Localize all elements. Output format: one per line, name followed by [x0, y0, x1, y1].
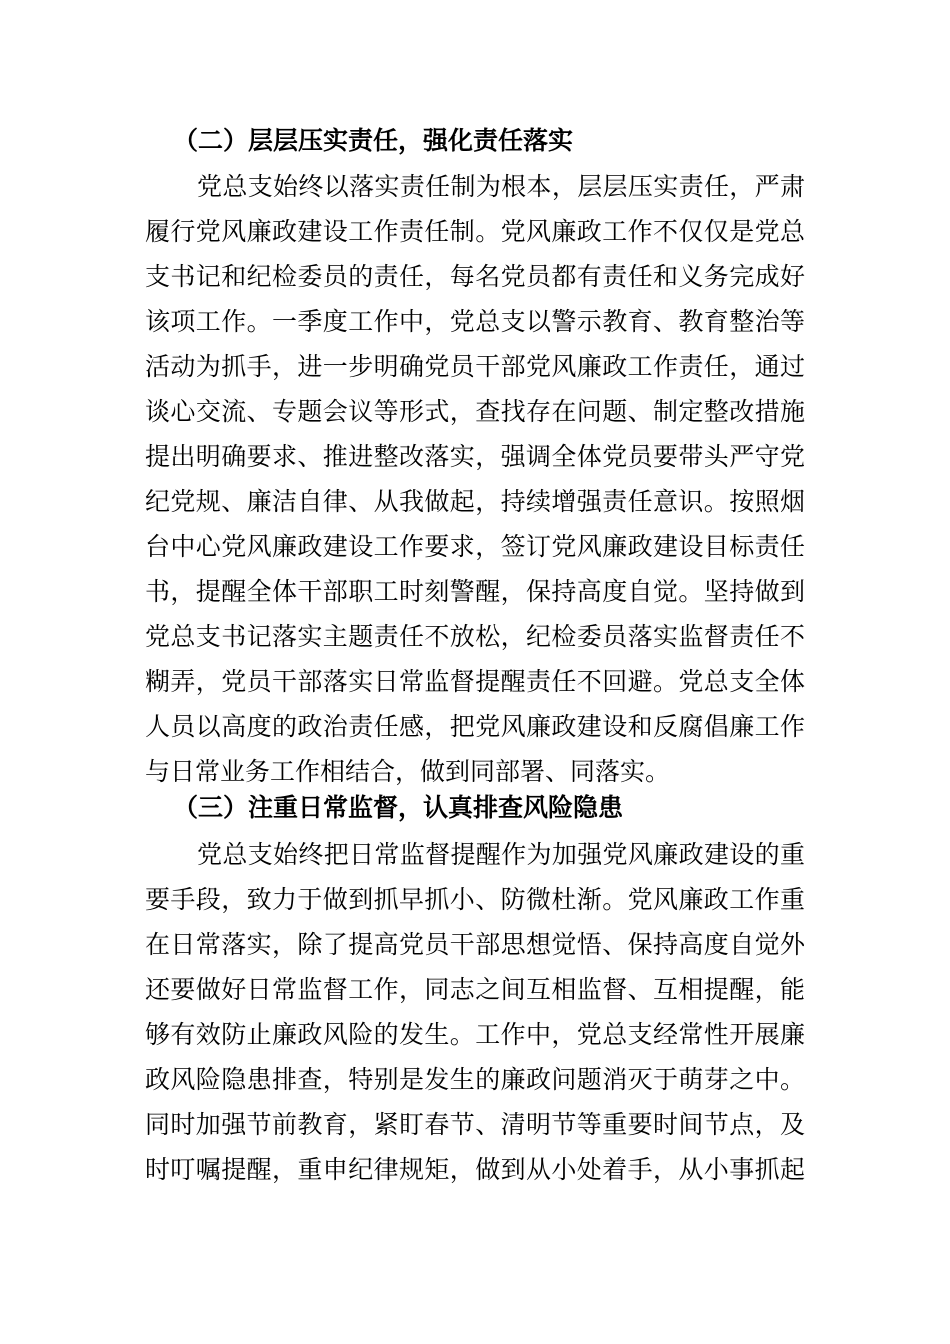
section-heading-2: （二）层层压实责任，强化责任落实 [173, 126, 574, 155]
paragraph-line: 支书记和纪检委员的责任，每名党员都有责任和义务完成好 [145, 262, 805, 291]
paragraph-line: 书，提醒全体干部职工时刻警醒，保持高度自觉。坚持做到 [145, 577, 805, 606]
paragraph-line: 糊弄，党员干部落实日常监督提醒责任不回避。党总支全体 [145, 667, 805, 696]
paragraph-line: 够有效防止廉政风险的发生。工作中，党总支经常性开展廉 [145, 1020, 805, 1049]
paragraph-line: 纪党规、廉洁自律、从我做起，持续增强责任意识。按照烟 [145, 487, 805, 516]
paragraph-line: 在日常落实，除了提高党员干部思想觉悟、保持高度自觉外 [145, 930, 805, 959]
section-3-paragraph [145, 832, 805, 1192]
section-2-paragraph [145, 164, 805, 794]
paragraph-line: 与日常业务工作相结合，做到同部署、同落实。 [145, 757, 671, 786]
paragraph-line: 提出明确要求、推进整改落实，强调全体党员要带头严守党 [145, 442, 805, 471]
paragraph-line: 时叮嘱提醒，重申纪律规矩，做到从小处着手，从小事抓起 [145, 1155, 805, 1184]
section-heading-3: （三）注重日常监督，认真排查风险隐患 [173, 793, 624, 822]
paragraph-line: 谈心交流、专题会议等形式，查找存在问题、制定整改措施 [145, 397, 805, 426]
paragraph-line: 党总支书记落实主题责任不放松，纪检委员落实监督责任不 [145, 622, 805, 651]
paragraph-line: 履行党风廉政建设工作责任制。党风廉政工作不仅仅是党总 [145, 217, 805, 246]
paragraph-line: 要手段，致力于做到抓早抓小、防微杜渐。党风廉政工作重 [145, 885, 805, 914]
paragraph-line: 政风险隐患排查，特别是发生的廉政问题消灭于萌芽之中。 [145, 1065, 805, 1094]
paragraph-line: 党总支始终把日常监督提醒作为加强党风廉政建设的重 [197, 840, 805, 869]
paragraph-line: 同时加强节前教育，紧盯春节、清明节等重要时间节点，及 [145, 1110, 805, 1139]
paragraph-line: 台中心党风廉政建设工作要求，签订党风廉政建设目标责任 [145, 532, 805, 561]
paragraph-line: 该项工作。一季度工作中，党总支以警示教育、教育整治等 [145, 307, 805, 336]
paragraph-line: 还要做好日常监督工作，同志之间互相监督、互相提醒，能 [145, 975, 805, 1004]
paragraph-line: 党总支始终以落实责任制为根本，层层压实责任，严肃 [197, 172, 805, 201]
paragraph-line: 活动为抓手，进一步明确党员干部党风廉政工作责任，通过 [145, 352, 805, 381]
paragraph-line: 人员以高度的政治责任感，把党风廉政建设和反腐倡廉工作 [145, 712, 805, 741]
